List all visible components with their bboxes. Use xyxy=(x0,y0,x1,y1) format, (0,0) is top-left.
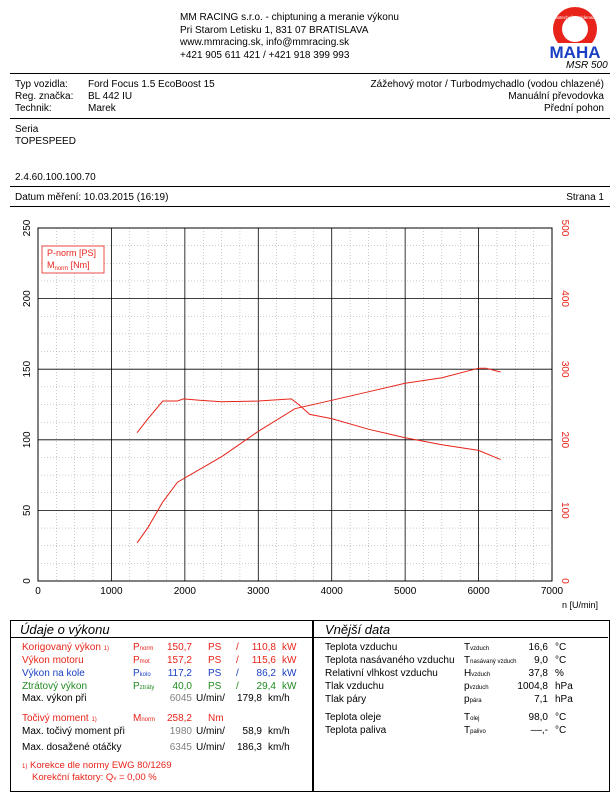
ext-sym: T xyxy=(464,642,471,653)
ext-value: 1004,8 xyxy=(517,681,548,692)
dyno-chart xyxy=(0,212,616,616)
perf-separator: / xyxy=(236,668,239,679)
perf-value-kw: 29,4 xyxy=(256,681,276,692)
ext-sub: vzduch xyxy=(470,646,490,652)
y-left-tick-label: 100 xyxy=(22,431,33,449)
divider xyxy=(10,118,610,119)
perf-unit-kw: kW xyxy=(282,668,297,679)
series-label: Seria xyxy=(15,124,39,135)
torque-note-mark: 1) xyxy=(91,717,97,723)
logo-ring-text: Messtechnik Haldenwang xyxy=(549,15,601,20)
ext-value: 9,0 xyxy=(534,655,548,666)
perf-label: Ztrátový výkon xyxy=(22,681,88,692)
y-right-tick-label: 200 xyxy=(559,431,570,449)
perf-row-label xyxy=(22,655,84,668)
perf-sym: P xyxy=(133,668,140,679)
x-tick-label: 0 xyxy=(35,586,41,597)
logo-text: MAHA xyxy=(549,43,601,62)
perf-separator: / xyxy=(236,681,239,692)
note-line1: Korekce dle normy EWG 80/1269 xyxy=(29,760,172,771)
torque-unit: Nm xyxy=(208,713,224,724)
kmh-unit: km/h xyxy=(268,726,290,737)
perf-value-kw: 110,8 xyxy=(251,642,276,653)
ext-unit: °C xyxy=(555,725,567,736)
ext-unit: °C xyxy=(555,642,567,653)
max-rpm-value: 6345 xyxy=(169,742,192,753)
reg-value: BL 442 IU xyxy=(88,91,133,102)
x-tick-label: 7000 xyxy=(540,586,564,597)
max-torque-rpm: 1980 xyxy=(169,726,192,737)
perf-row-label xyxy=(22,668,85,681)
ext-unit: % xyxy=(555,668,564,679)
note-line2-label: Korekční faktory: Q xyxy=(32,772,114,783)
ext-label: Tlak páry xyxy=(325,694,367,705)
company-line: +421 905 611 421 / +421 918 399 993 xyxy=(180,49,350,61)
max-torque-kmh: 58,9 xyxy=(242,726,262,737)
legend-torque-unit: [Nm] xyxy=(68,260,90,270)
ext-sub: vzduch xyxy=(469,685,489,691)
ext-sym: T xyxy=(464,655,471,666)
max-power-kmh: 179,8 xyxy=(236,693,262,704)
divider xyxy=(10,186,610,187)
ext-sub: palivo xyxy=(470,729,486,735)
perf-value-ps: 117,2 xyxy=(167,668,192,679)
ext-value: 16,6 xyxy=(528,642,548,653)
ext-label: Tlak vzduchu xyxy=(325,681,384,692)
x-tick-label: 2000 xyxy=(173,586,196,597)
ext-label: Teplota nasávaného vzduchu xyxy=(325,655,455,666)
perf-sub: ztráty xyxy=(139,685,155,691)
max-rpm-kmh: 186,3 xyxy=(236,742,262,753)
technician-value: Marek xyxy=(88,103,116,114)
torque-label-text: Točivý moment xyxy=(22,713,89,724)
perf-sub: kolo xyxy=(139,672,151,678)
panel-divider xyxy=(10,637,608,638)
ext-symbol xyxy=(464,712,479,725)
torque-symbol xyxy=(133,713,155,726)
ext-sym: T xyxy=(464,712,471,723)
y-left-tick-label: 250 xyxy=(22,219,33,237)
version-number: 2.4.60.100.100.70 xyxy=(15,172,96,183)
perf-unit-ps: PS xyxy=(208,655,222,666)
perf-symbol xyxy=(133,668,151,681)
ext-value: 98,0 xyxy=(528,712,548,723)
y-left-tick-label: 150 xyxy=(22,360,33,378)
max-rpm-label: Max. dosažené otáčky xyxy=(22,742,122,753)
y-right-tick-label: 500 xyxy=(559,219,570,237)
ext-sym: p xyxy=(464,681,470,692)
ext-sym: H xyxy=(464,668,472,679)
perf-note-mark: 1) xyxy=(103,646,110,652)
perf-label: Výkon na kole xyxy=(22,668,85,679)
x-tick-label: 6000 xyxy=(467,586,490,597)
engine-type: Zážehový motor / Turbodmychadlo (vodou chlazené) xyxy=(370,79,604,90)
x-tick-label: 4000 xyxy=(320,586,343,597)
perf-separator: / xyxy=(236,655,239,666)
ext-sub: olej xyxy=(470,716,480,722)
perf-unit-kw: kW xyxy=(282,655,297,666)
y-right-tick-label: 0 xyxy=(559,578,570,584)
x-tick-label: 3000 xyxy=(247,586,270,597)
y-left-tick-label: 50 xyxy=(22,504,33,516)
perf-unit-ps: PS xyxy=(208,668,222,679)
company-address xyxy=(180,12,440,62)
perf-sub: norm xyxy=(139,646,154,652)
ext-label: Relativní vlhkost vzduchu xyxy=(325,668,438,679)
ext-value: ––,- xyxy=(530,725,548,736)
torque-curve xyxy=(137,399,501,460)
y-left-tick-label: 0 xyxy=(22,578,33,584)
perf-value-ps: 157,2 xyxy=(166,655,192,666)
legend-torque-symbol: M xyxy=(47,260,55,270)
ext-unit: °C xyxy=(555,712,567,723)
reg-label: Reg. značka: xyxy=(15,91,74,102)
company-line: MM RACING s.r.o. - chiptuning a meranie výkonu xyxy=(180,12,399,23)
max-power-speed-label: Max. výkon při xyxy=(22,693,87,704)
ext-symbol xyxy=(464,725,486,738)
ext-label: Teplota vzduchu xyxy=(325,642,398,653)
ext-value: 37,8 xyxy=(528,668,548,679)
perf-unit-ps: PS xyxy=(208,681,222,692)
ext-sub: vzduch xyxy=(471,672,491,678)
ext-symbol xyxy=(464,642,489,655)
perf-unit-kw: kW xyxy=(282,681,297,692)
divider xyxy=(10,206,610,207)
perf-row-label xyxy=(22,642,109,655)
kmh-unit: km/h xyxy=(268,693,290,704)
x-tick-label: 1000 xyxy=(100,586,123,597)
torque-value: 258,2 xyxy=(166,713,192,724)
perf-sub: mot xyxy=(139,659,150,665)
ext-unit: hPa xyxy=(555,681,573,692)
perf-sym: P xyxy=(133,642,140,653)
perf-sym: P xyxy=(133,681,140,692)
legend-power: P-norm [PS] xyxy=(47,248,97,258)
perf-value-kw: 86,2 xyxy=(256,668,276,679)
note-line2-value: = 0,00 % xyxy=(118,772,157,783)
chart-series xyxy=(137,368,501,543)
ext-symbol xyxy=(464,681,489,694)
ext-symbol xyxy=(464,694,482,707)
note-line2-sub: v xyxy=(113,776,117,782)
y-right-tick-label: 400 xyxy=(559,290,570,307)
ext-sub: nasávaný vzduch xyxy=(470,659,517,665)
ext-label: Teplota oleje xyxy=(325,712,382,723)
ext-label: Teplota paliva xyxy=(325,725,387,736)
model-label: MSR 500 xyxy=(566,60,608,71)
torque-sym: M xyxy=(133,713,142,724)
gearbox: Manuální převodovka xyxy=(508,91,604,102)
ext-sub: pára xyxy=(469,698,482,704)
perf-label: Výkon motoru xyxy=(22,655,84,666)
divider xyxy=(10,73,610,74)
external-title: Vnější data xyxy=(325,622,391,637)
performance-title: Údaje o výkonu xyxy=(20,622,110,637)
torque-label xyxy=(22,713,97,726)
company-line: Pri Starom Letisku 1, 831 07 BRATISLAVA xyxy=(180,24,369,36)
legend-torque-sub: norm xyxy=(54,266,69,272)
perf-unit-ps: PS xyxy=(208,642,222,653)
technician-label: Technik: xyxy=(15,103,52,114)
drive-type: Přední pohon xyxy=(543,103,604,114)
rpm-unit: U/min/ xyxy=(196,742,225,753)
torque-sub: norm xyxy=(141,717,156,723)
perf-separator: / xyxy=(236,642,239,653)
max-power-rpm: 6045 xyxy=(169,693,192,704)
rpm-unit: U/min/ xyxy=(196,693,225,704)
ext-unit: hPa xyxy=(555,694,573,705)
perf-value-ps: 150,7 xyxy=(166,642,192,653)
perf-value-kw: 115,6 xyxy=(251,655,276,666)
vehicle-type-label: Typ vozidla: xyxy=(15,79,68,90)
perf-value-ps: 40,0 xyxy=(172,681,192,692)
measurement-date: Datum měření: 10.03.2015 (16:19) xyxy=(15,192,169,203)
y-right-tick-label: 300 xyxy=(559,360,570,378)
max-torque-label: Max. točivý moment při xyxy=(22,726,125,737)
perf-symbol xyxy=(133,681,154,694)
ext-symbol xyxy=(464,668,490,681)
ext-sym: T xyxy=(464,725,471,736)
vehicle-type-value: Ford Focus 1.5 EcoBoost 15 xyxy=(88,79,215,90)
perf-sym: P xyxy=(133,655,140,666)
note-mark: 1) xyxy=(22,764,28,770)
perf-symbol xyxy=(133,642,153,655)
y-left-tick-label: 200 xyxy=(22,290,33,307)
company-line: www.mmracing.sk, info@mmracing.sk xyxy=(180,37,350,48)
perf-label: Korigovaný výkon xyxy=(22,642,101,653)
x-tick-label: 5000 xyxy=(394,586,417,597)
correction-factor xyxy=(32,772,157,785)
page-number: Strana 1 xyxy=(566,192,604,203)
series-value: TOPESPEED xyxy=(15,136,76,147)
power-curve xyxy=(137,368,501,543)
ext-sym: p xyxy=(464,694,470,705)
ext-unit: °C xyxy=(555,655,567,666)
y-right-tick-label: 100 xyxy=(559,502,570,519)
ext-value: 7,1 xyxy=(534,694,548,705)
kmh-unit: km/h xyxy=(268,742,290,753)
x-axis-label: n [U/min] xyxy=(562,600,599,610)
perf-unit-kw: kW xyxy=(282,642,297,653)
chart-grid xyxy=(38,228,552,581)
rpm-unit: U/min/ xyxy=(196,726,225,737)
perf-symbol xyxy=(133,655,150,668)
